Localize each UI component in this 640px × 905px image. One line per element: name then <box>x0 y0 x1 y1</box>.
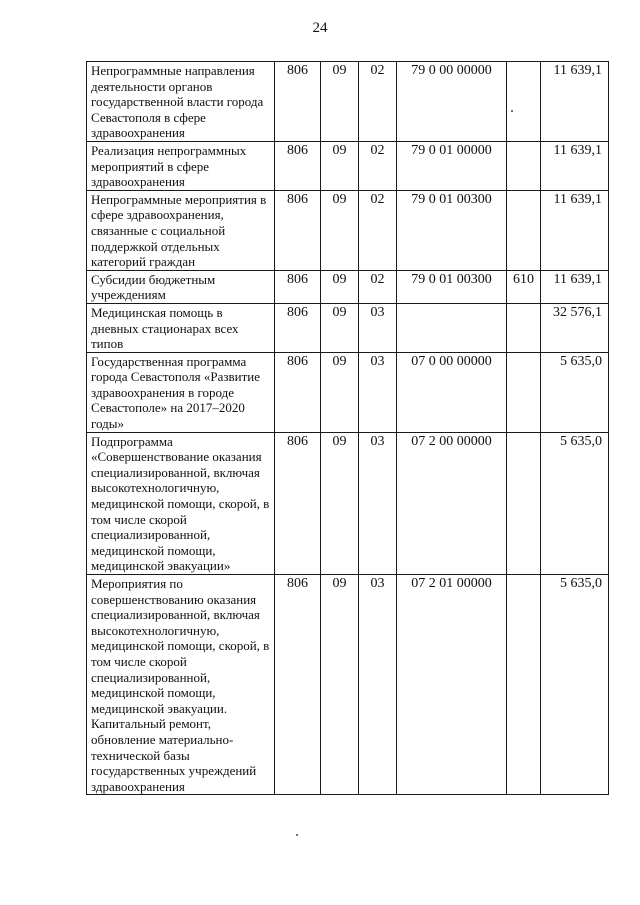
expense-type-code: 610 <box>507 270 541 303</box>
row-name: Реализация непрограммных мероприятий в сфере здравоохранения <box>87 141 275 190</box>
expense-type-code <box>507 432 541 574</box>
table-row <box>87 270 609 303</box>
row-name: Подпрограмма «Совершенствование оказания специализированной, включая высокотехнологичную, медицинской помощи, скорой, в том числе скорой специализированной, медицинской помощи, медицинской эвакуации» <box>87 432 275 574</box>
budget-table <box>86 61 609 795</box>
page-number: 24 <box>312 20 328 36</box>
section-code: 09 <box>321 303 359 352</box>
section-code: 09 <box>321 62 359 142</box>
section-code: 09 <box>321 352 359 432</box>
subsection-code: 02 <box>359 190 397 270</box>
table-row <box>87 62 609 142</box>
expense-type-code <box>507 190 541 270</box>
row-name: Субсидии бюджетным учреждениям <box>87 270 275 303</box>
dept-code: 806 <box>275 352 321 432</box>
subsection-code: 03 <box>359 432 397 574</box>
section-code: 09 <box>321 141 359 190</box>
section-code: 09 <box>321 432 359 574</box>
target-article-code: 07 0 00 00000 <box>397 352 507 432</box>
target-article-code <box>397 303 507 352</box>
target-article-code: 07 2 00 00000 <box>397 432 507 574</box>
target-article-code: 79 0 01 00000 <box>397 141 507 190</box>
dept-code: 806 <box>275 190 321 270</box>
scan-speck <box>511 110 513 112</box>
section-code: 09 <box>321 190 359 270</box>
dept-code: 806 <box>275 303 321 352</box>
table-row <box>87 432 609 574</box>
dept-code: 806 <box>275 575 321 795</box>
subsection-code: 03 <box>359 303 397 352</box>
table-row <box>87 141 609 190</box>
amount: 32 576,1 <box>541 303 609 352</box>
target-article-code: 07 2 01 00000 <box>397 575 507 795</box>
amount: 5 635,0 <box>541 432 609 574</box>
row-name: Непрограммные мероприятия в сфере здравоохранения, связанные с социальной поддержкой отдельных категорий граждан <box>87 190 275 270</box>
dept-code: 806 <box>275 432 321 574</box>
expense-type-code <box>507 141 541 190</box>
expense-type-code <box>507 352 541 432</box>
row-name: Непрограммные направления деятельности органов государственной власти города Севастополя в сфере здравоохранения <box>87 62 275 142</box>
scan-speck <box>296 834 298 836</box>
dept-code: 806 <box>275 62 321 142</box>
table-row <box>87 303 609 352</box>
amount: 11 639,1 <box>541 141 609 190</box>
expense-type-code <box>507 303 541 352</box>
expense-type-code <box>507 575 541 795</box>
amount: 11 639,1 <box>541 190 609 270</box>
row-name: Медицинская помощь в дневных стационарах всех типов <box>87 303 275 352</box>
target-article-code: 79 0 01 00300 <box>397 190 507 270</box>
dept-code: 806 <box>275 270 321 303</box>
expense-type-code <box>507 62 541 142</box>
amount: 11 639,1 <box>541 270 609 303</box>
amount: 5 635,0 <box>541 352 609 432</box>
subsection-code: 03 <box>359 352 397 432</box>
subsection-code: 02 <box>359 62 397 142</box>
target-article-code: 79 0 01 00300 <box>397 270 507 303</box>
subsection-code: 03 <box>359 575 397 795</box>
section-code: 09 <box>321 270 359 303</box>
section-code: 09 <box>321 575 359 795</box>
subsection-code: 02 <box>359 141 397 190</box>
table-row <box>87 352 609 432</box>
target-article-code: 79 0 00 00000 <box>397 62 507 142</box>
subsection-code: 02 <box>359 270 397 303</box>
table-row <box>87 190 609 270</box>
amount: 11 639,1 <box>541 62 609 142</box>
amount: 5 635,0 <box>541 575 609 795</box>
row-name: Государственная программа города Севастополя «Развитие здравоохранения в городе Севастополе» на 2017–2020 годы» <box>87 352 275 432</box>
table-row <box>87 575 609 795</box>
row-name: Мероприятия по совершенствованию оказания специализированной, включая высокотехнологичную, медицинской помощи, скорой, в том числе скорой специализированной, медицинской помощи, медицинской эвакуации. Капитальный ремонт, обновление материально-технической базы государственных учреждений здравоохранения <box>87 575 275 795</box>
dept-code: 806 <box>275 141 321 190</box>
